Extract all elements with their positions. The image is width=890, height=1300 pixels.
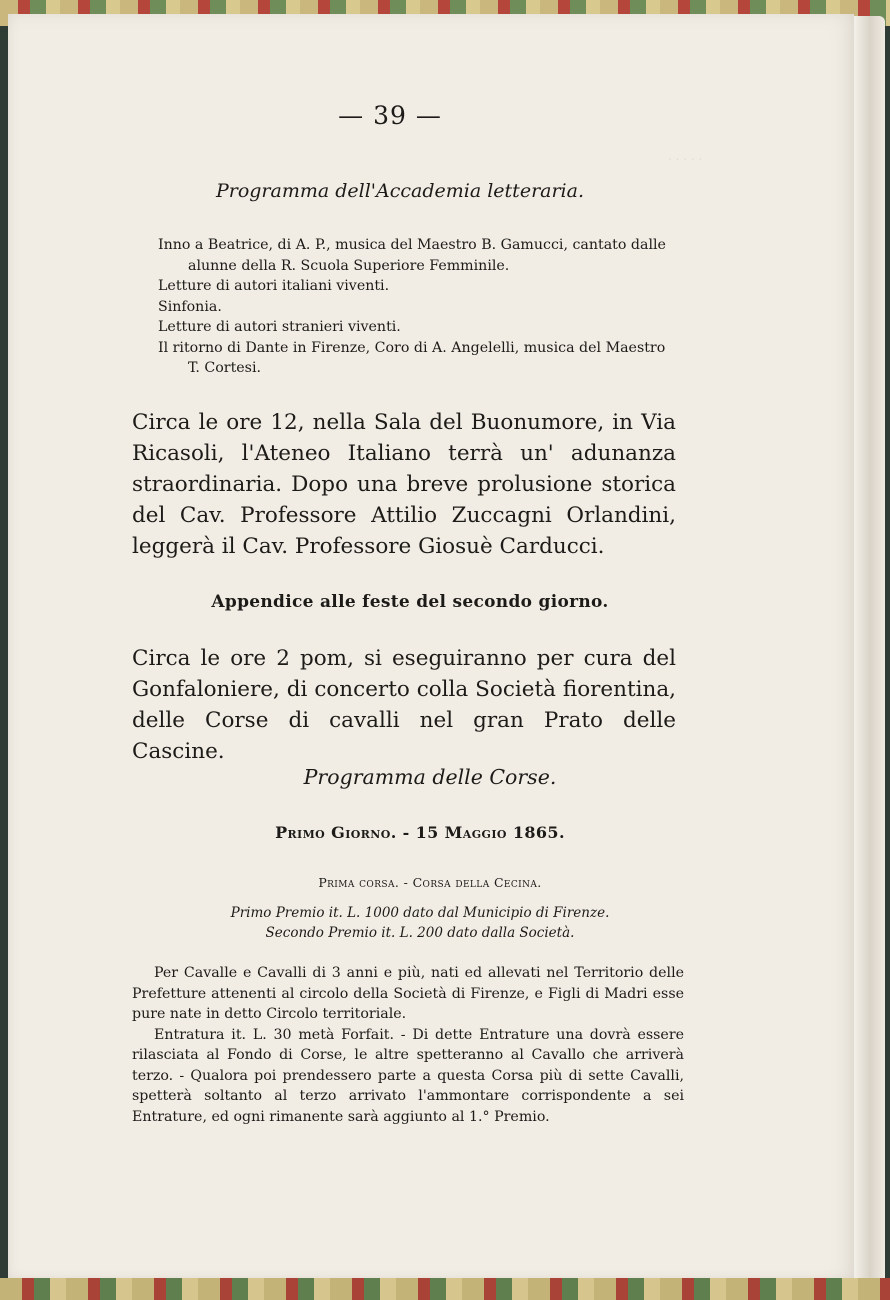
rules-paragraph: Entratura it. L. 30 metà Forfait. - Di dette Entrature una dovrà essere rilasciata al Fondo di Corse, le altre spetteranno al Cavallo che arriverà terzo. - Qualora poi prendessero parte a questa Corsa più di sette Cavalli, spetterà soltanto al terzo arrivato l'ammontare corrispondente a sei Entrature, ed ogni rimanente sarà aggiunto al 1.° Premio.: [132, 1026, 684, 1125]
corsa-rules: [132, 963, 684, 1127]
binding-cover-bottom: [0, 1278, 890, 1300]
list-item: Letture di autori italiani viventi.: [158, 278, 390, 294]
bleed-through-text: . . . . .: [668, 149, 703, 163]
corsa-title: Prima corsa. - Corsa della Cecina.: [318, 875, 542, 890]
secondo-premio: Secondo Premio it. L. 200 dato dalla Società.: [265, 925, 575, 941]
list-item: Sinfonia.: [158, 298, 222, 315]
primo-premio: Primo Premio it. L. 1000 dato dal Municipio di Firenze.: [230, 905, 610, 921]
rules-paragraph: Per Cavalle e Cavalli di 3 anni e più, nati ed allevati nel Territorio delle Prefetture attenenti al circolo della Società di Firenze, e Figli di Madri esse pure nate in detto Circolo territoriale.: [132, 965, 684, 1022]
list-item: Inno a Beatrice, di A. P., musica del Maestro B. Gamucci, cantato dalle alunne della R. Scuola Superiore Femminile.: [158, 237, 666, 274]
appendice-heading: Appendice alle feste del secondo giorno.: [211, 592, 609, 612]
corse-title: Programma delle Corse.: [303, 765, 557, 789]
list-item: Il ritorno di Dante in Firenze, Coro di A. Angelelli, musica del Maestro T. Cortesi.: [158, 339, 666, 376]
list-item: Letture di autori stranieri viventi.: [158, 319, 401, 335]
corse-paragraph: Circa le ore 2 pom, si eseguiranno per cura del Gonfaloniere, di concerto colla Società fiorentina, delle Corse di cavalli nel gran Prato delle Cascine.: [132, 646, 676, 764]
ateneo-paragraph: Circa le ore 12, nella Sala del Buonumore, in Via Ricasoli, l'Ateneo Italiano terrà un' adunanza straordinaria. Dopo una breve prolusione storica del Cav. Professore Attilio Zuccagni Orlandini, leggerà il Cav. Professore Giosuè Carducci.: [132, 410, 676, 559]
giorno-heading: Primo Giorno. - 15 Maggio 1865.: [275, 823, 565, 842]
page-number: — 39 —: [338, 101, 442, 130]
accademia-program-list: [158, 235, 678, 379]
accademia-title: Programma dell'Accademia letteraria.: [215, 180, 585, 202]
